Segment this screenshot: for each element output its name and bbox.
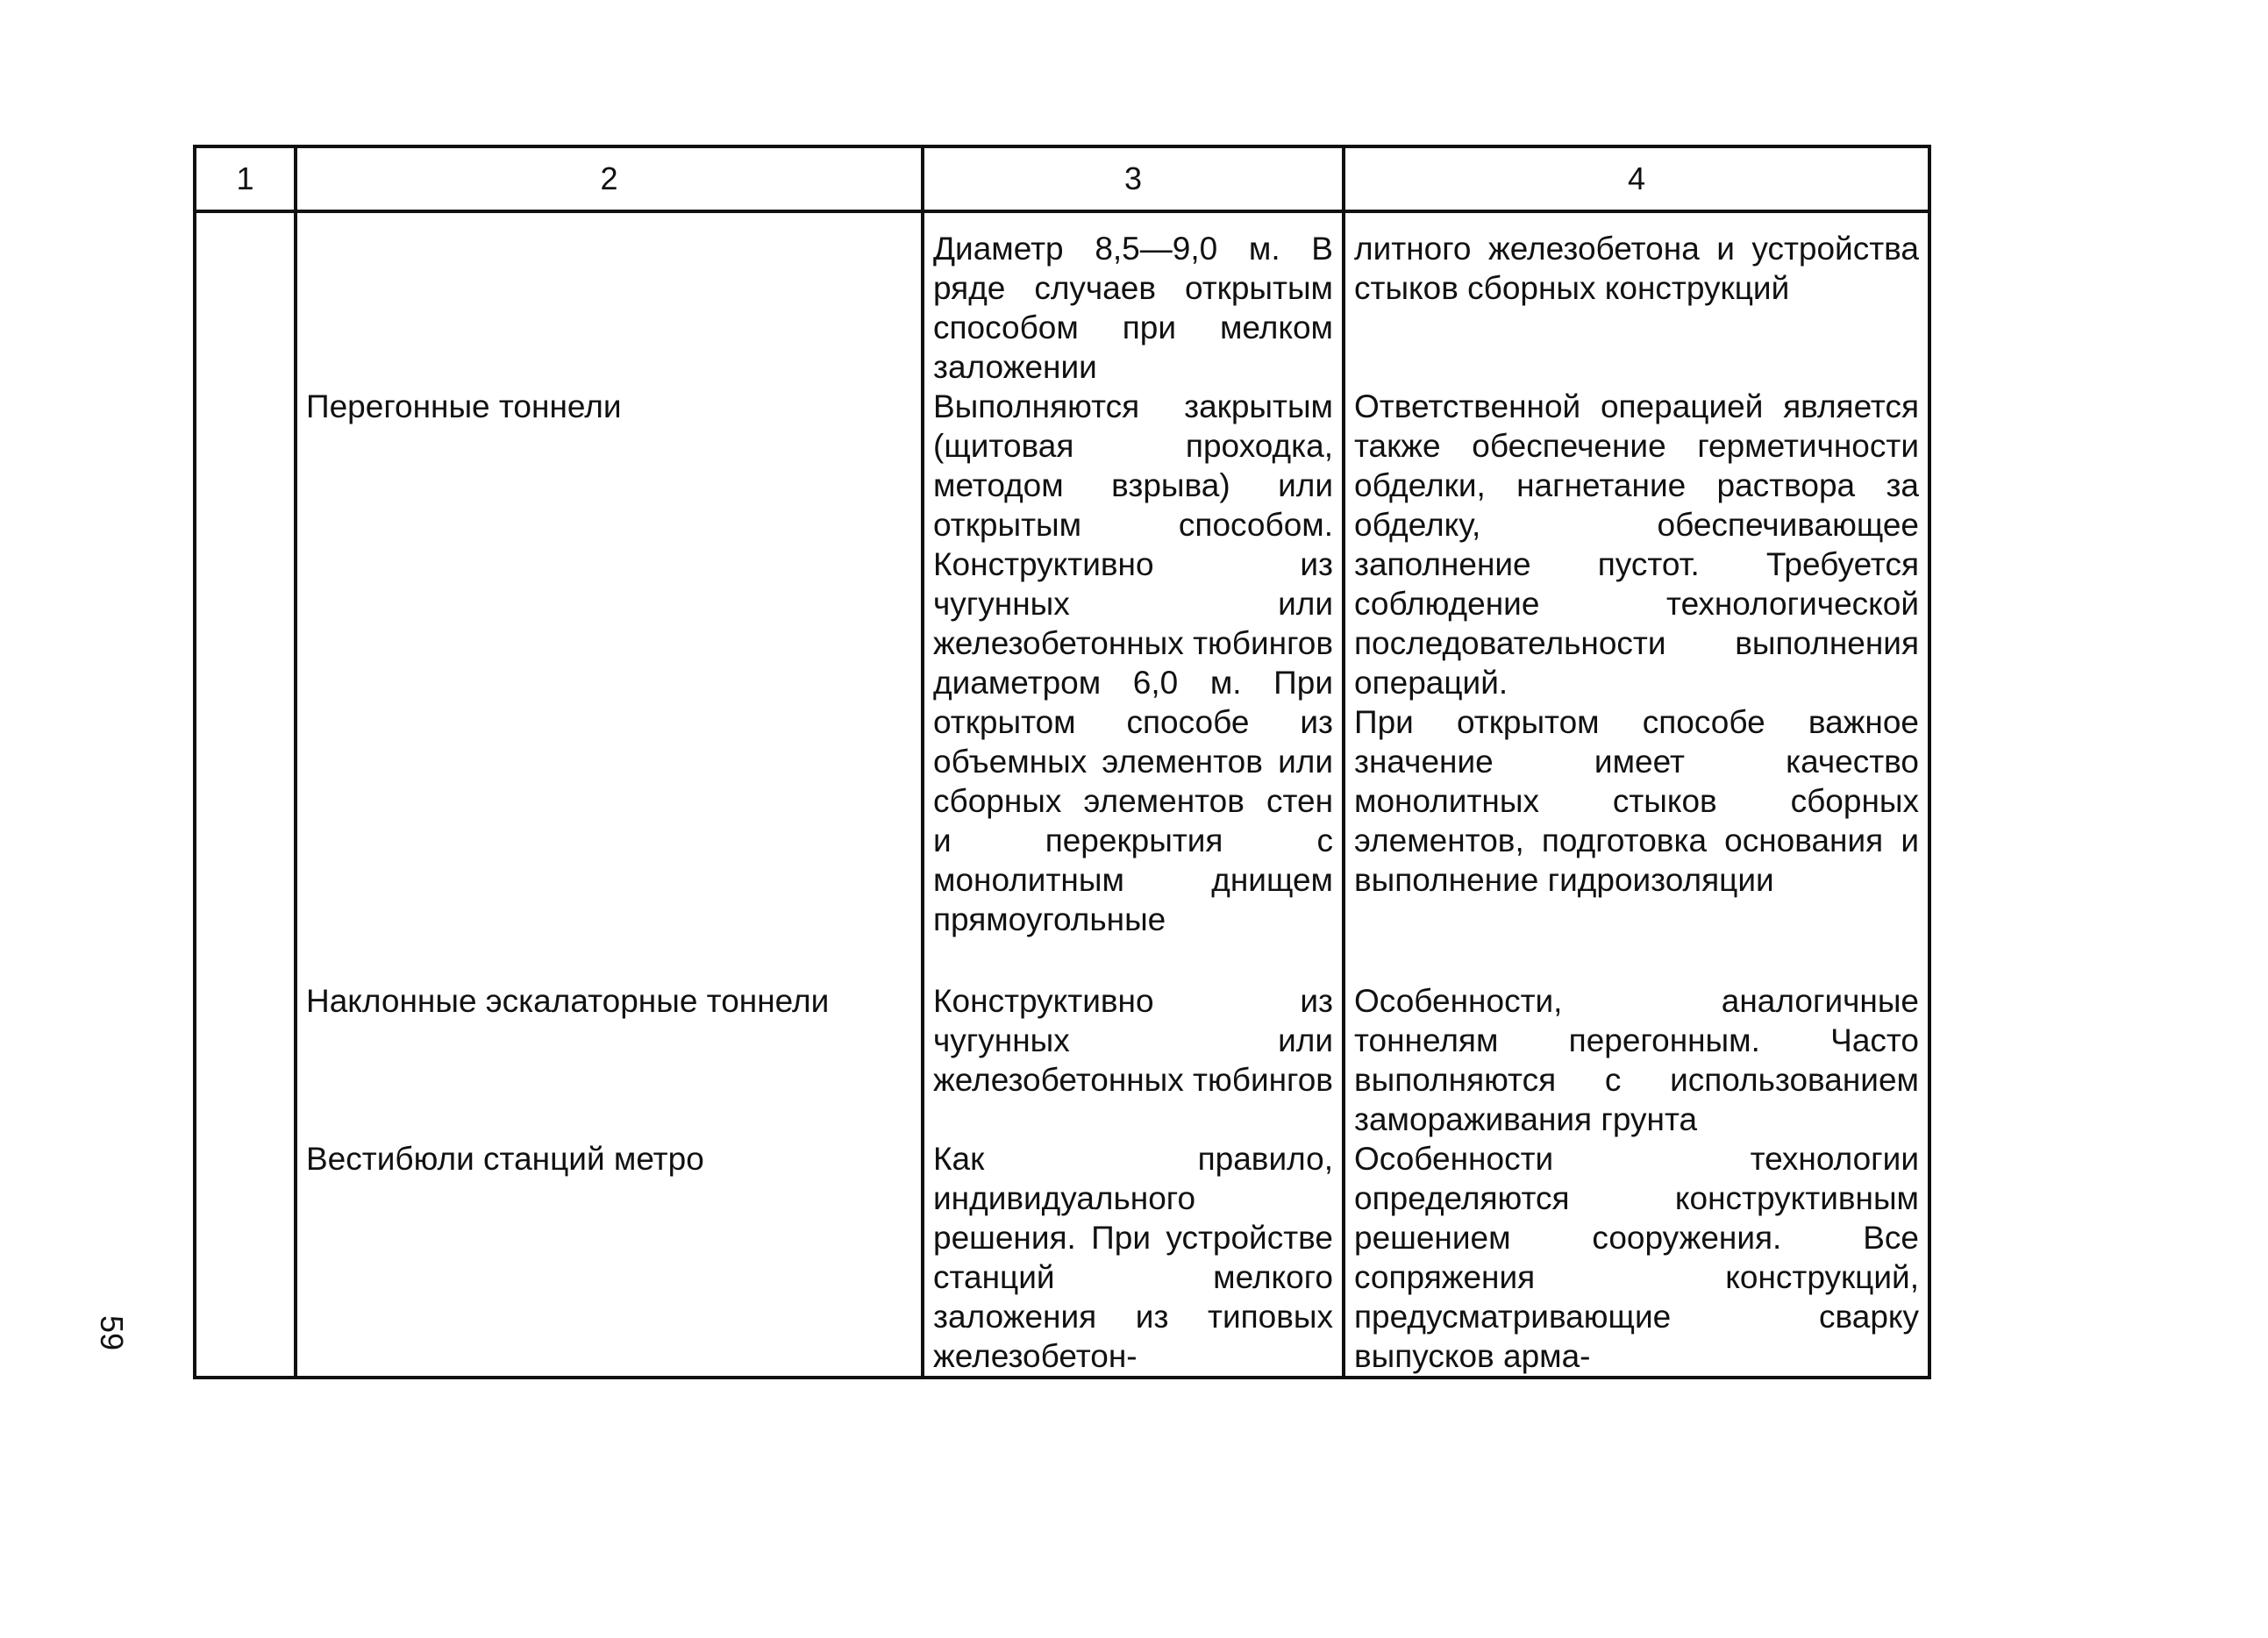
table-row [195, 211, 1929, 387]
cell-features [1344, 387, 1929, 939]
cell-object: Вестибюли станций метро [296, 1139, 923, 1378]
cell-features: Особенности, аналогичные тоннелям перегонным. Часто выполняются с использованием замораживания грунта [1344, 981, 1929, 1139]
row-spacer [195, 939, 1929, 981]
cell-number [195, 387, 296, 939]
cell-construction: Выполняются закрытым (щитовая проходка, методом взрыва) или открытым способом. Конструктивно из чугунных или железобетонных тюбингов диаметром 6,0 м. При открытом способе из объемных элементов или сборных элементов стен и перекрытия с монолитным днищем прямоугольные [923, 387, 1344, 939]
table-row [195, 1139, 1929, 1378]
cell-number [195, 211, 296, 387]
table-body [195, 211, 1929, 1378]
column-header-4: 4 [1344, 146, 1929, 211]
cell-object [296, 211, 923, 387]
cell-object: Наклонные эскалаторные тоннели [296, 981, 923, 1139]
cell-number [195, 1139, 296, 1378]
column-header-2: 2 [296, 146, 923, 211]
table-row [195, 387, 1929, 939]
table-header [195, 146, 1929, 211]
cell-features: Особенности технологии определяются конструктивным решением сооружения. Все сопряжения конструкций, предусматривающие сварку выпусков арма- [1344, 1139, 1929, 1378]
table-row [195, 981, 1929, 1139]
header-row [195, 146, 1929, 211]
cell-construction: Конструктивно из чугунных или железобетонных тюбингов [923, 981, 1344, 1139]
cell-features: литного железобетона и устройства стыков сборных конструкций [1344, 211, 1929, 387]
cell-construction: Как правило, индивидуального решения. При устройстве станций мелкого заложения из типовых железобетон- [923, 1139, 1344, 1378]
page-number: 59 [94, 1315, 130, 1351]
cell-number [195, 981, 296, 1139]
features-paragraph: Ответственной операцией является также обеспечение герметичности обделки, нагнетание раствора за обделку, обеспечивающее заполнение пустот. Требуется соблюдение технологической последовательности выполнения операций. [1354, 388, 1919, 701]
column-header-1: 1 [195, 146, 296, 211]
column-header-3: 3 [923, 146, 1344, 211]
cell-object: Перегонные тоннели [296, 387, 923, 939]
document-table [193, 145, 1931, 1379]
cell-construction: Диаметр 8,5—9,0 м. В ряде случаев открытым способом при мелком заложении [923, 211, 1344, 387]
features-paragraph: При открытом способе важное значение имеет качество монолитных стыков сборных элементов, подготовка основания и выполнение гидроизоляции [1354, 704, 1919, 898]
